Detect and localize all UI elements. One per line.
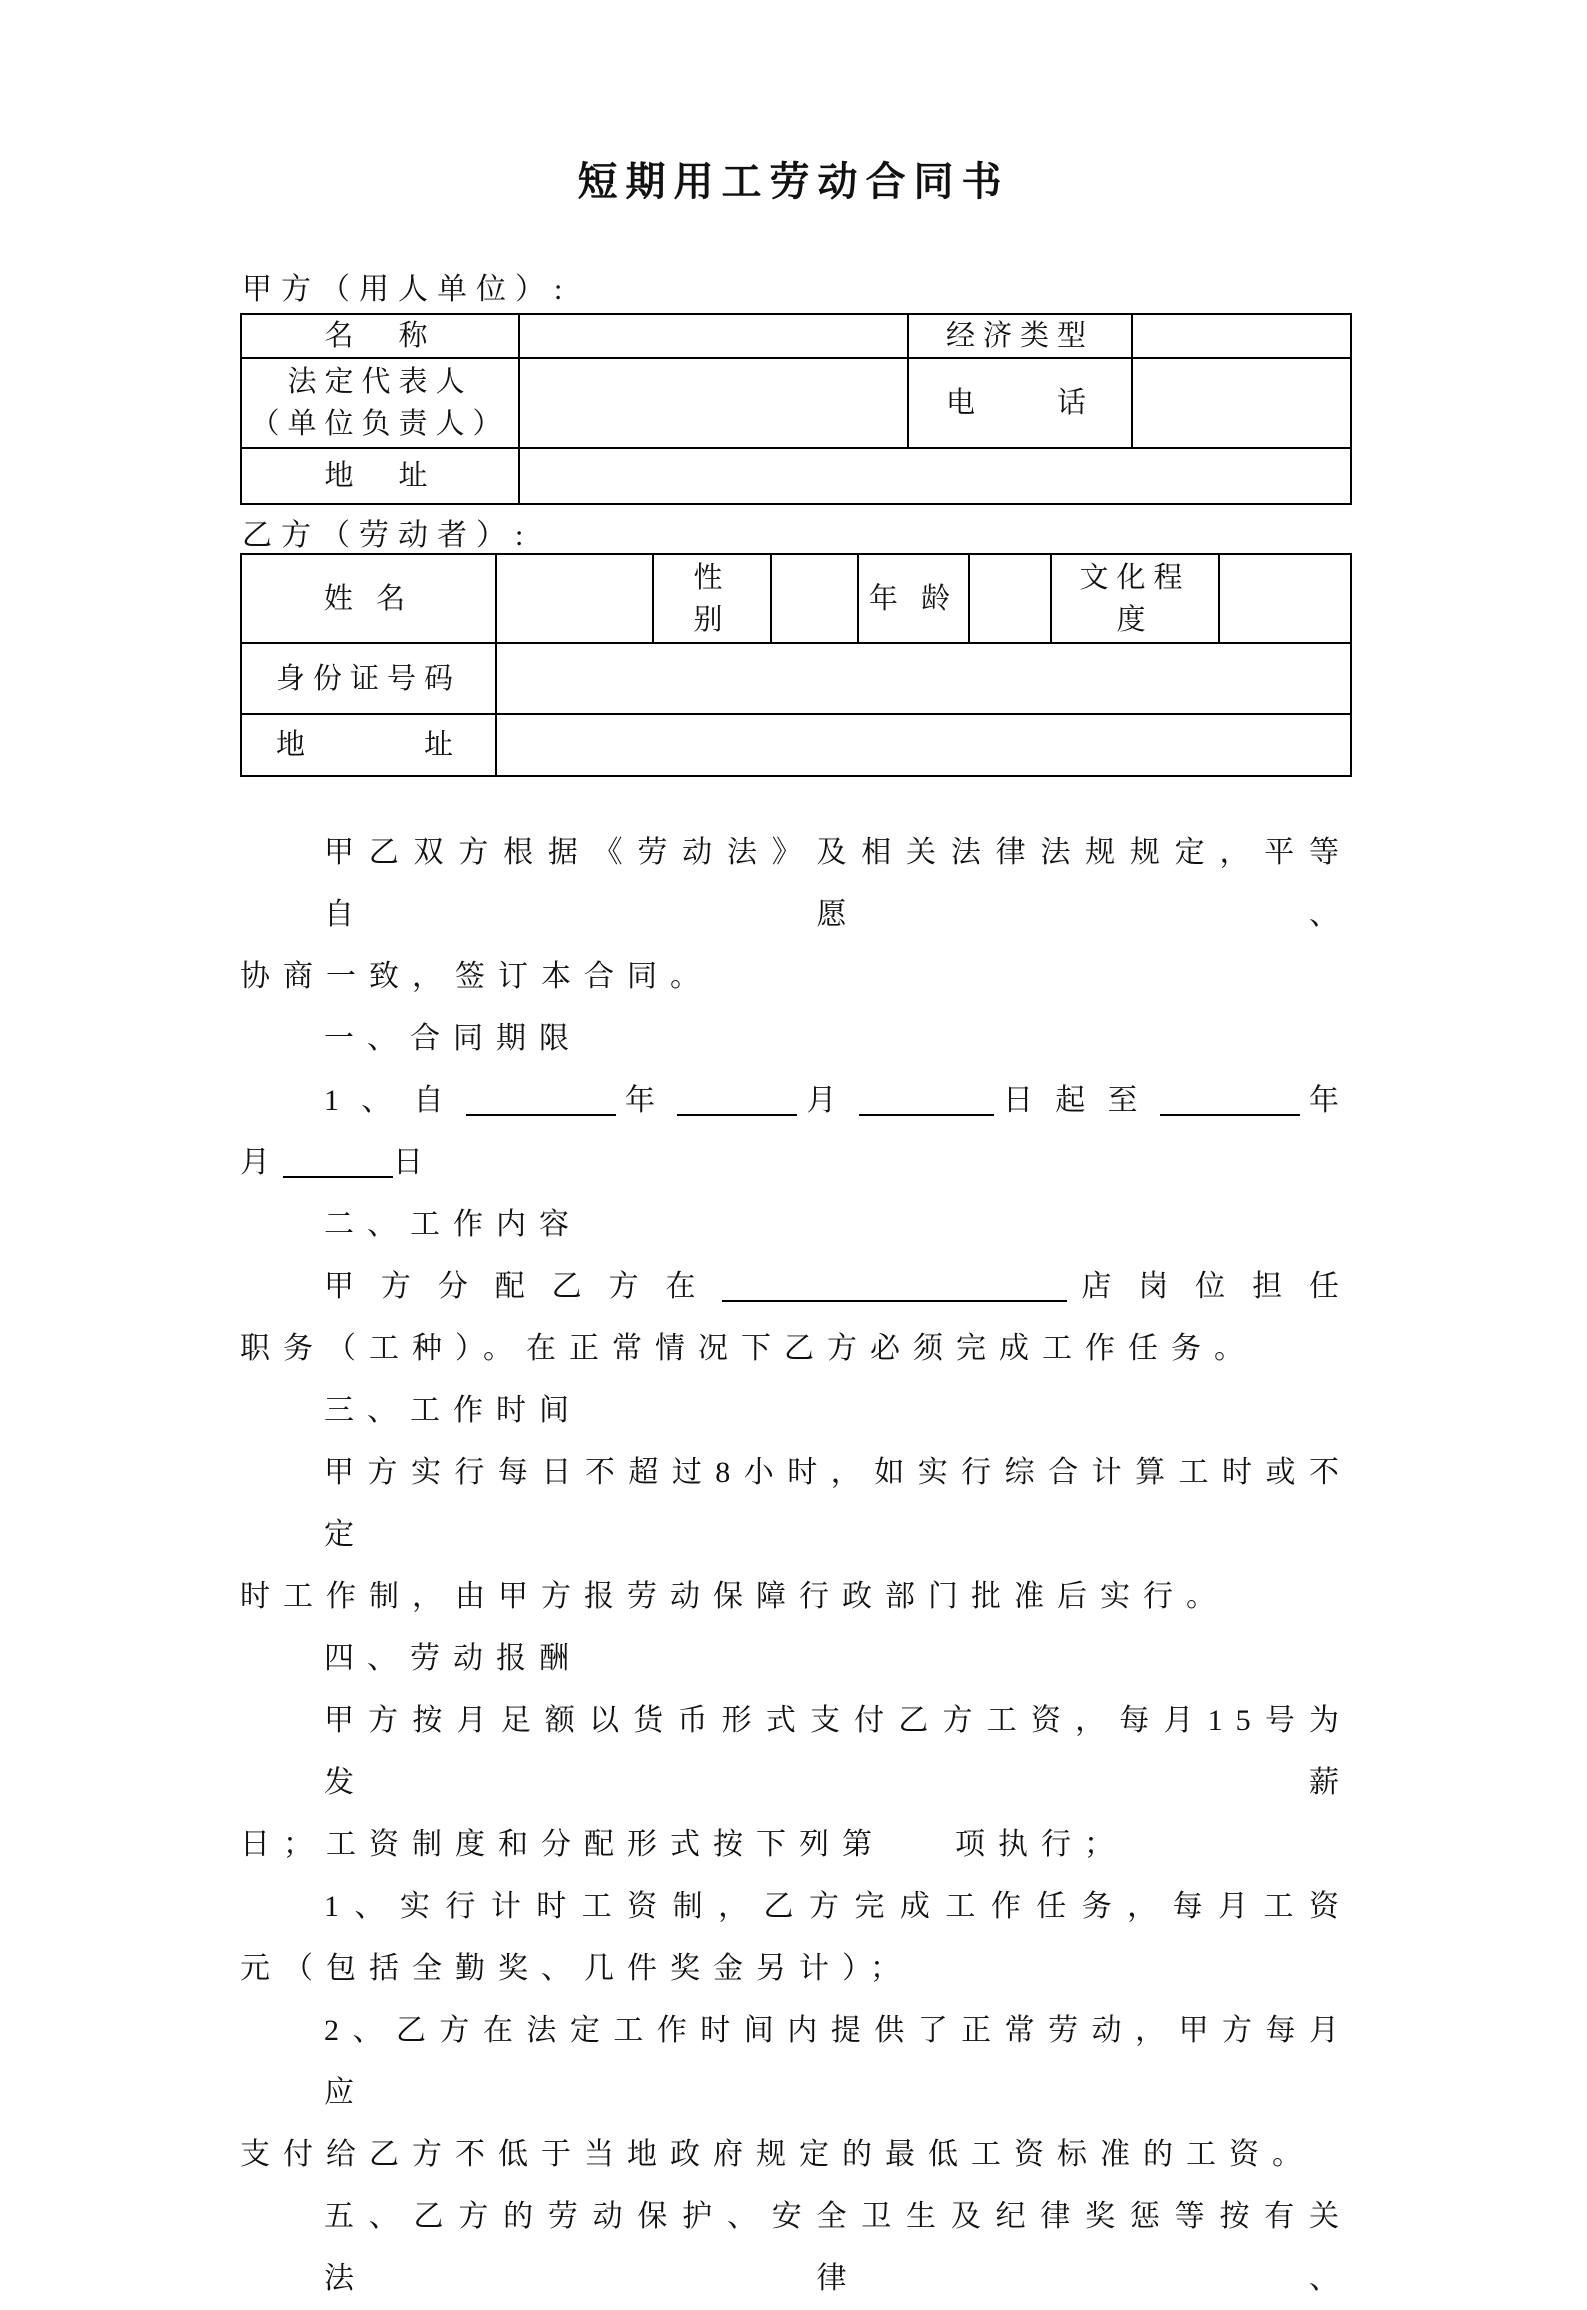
employer-name-value-cell <box>519 314 908 358</box>
body-line: 支付给乙方不低于当地政府规定的最低工资标准的工资。 <box>240 2138 1315 2171</box>
body-line: 时工作制，由甲方报劳动保障行政部门批准后实行。 <box>240 1580 1229 1613</box>
worker-info-table <box>240 553 1352 777</box>
table-row <box>241 314 1351 358</box>
phone-label: 电 话 <box>908 358 1132 448</box>
education-value-cell <box>1219 554 1351 643</box>
age-label: 年 龄 <box>858 554 969 643</box>
worker-name-value-cell <box>496 554 653 643</box>
employer-address-value-cell <box>519 448 1351 504</box>
employer-info-table <box>240 313 1352 505</box>
blank-line <box>722 1300 1067 1302</box>
body-line: 日；工资制度和分配形式按下列第 项执行； <box>240 1828 1127 1861</box>
age-value-cell <box>969 554 1051 643</box>
table-row <box>241 358 1351 448</box>
body-line: 协商一致，签订本合同。 <box>240 960 713 993</box>
table-row <box>241 448 1351 504</box>
legal-representative-value-cell <box>519 358 908 448</box>
employer-name-label: 名 称 <box>241 314 519 358</box>
id-number-label: 身份证号码 <box>241 643 496 714</box>
table-row <box>241 714 1351 776</box>
contract-body <box>240 822 1352 2310</box>
body-line: 甲方分配乙方在 店岗位担任 <box>324 1270 1353 1303</box>
party-a-heading: 甲方（用人单位）: <box>242 273 572 306</box>
body-line: 2、乙方在法定工作时间内提供了正常劳动，甲方每月应 <box>324 2014 1352 2109</box>
body-line: 元（包括全勤奖、几件奖金另计）； <box>240 1952 913 1985</box>
body-line: 甲方按月足额以货币形式支付乙方工资，每月15号为发薪 <box>324 1704 1352 1799</box>
body-line: 月 日 <box>240 1146 436 1179</box>
section-heading-work-content: 二、工作内容 <box>324 1208 582 1241</box>
body-line: 1、自 年 月 日起至 年 <box>324 1084 1352 1117</box>
blank-line <box>466 1114 616 1116</box>
section-heading-work-time: 三、工作时间 <box>324 1394 582 1427</box>
blank-line <box>1160 1114 1300 1116</box>
section-heading-pay: 四、劳动报酬 <box>324 1642 582 1675</box>
body-line: 甲方实行每日不超过8小时，如实行综合计算工时或不定 <box>324 1456 1352 1551</box>
phone-value-cell <box>1132 358 1351 448</box>
worker-address-label: 地 址 <box>241 714 496 776</box>
legal-representative-label: 法定代表人 （单位负责人） <box>241 358 519 448</box>
blank-line <box>283 1176 393 1178</box>
body-line: 1、实行计时工资制，乙方完成工作任务，每月工资 <box>324 1890 1352 1923</box>
body-line: 职务（工种）。在正常情况下乙方必须完成工作任务。 <box>240 1332 1257 1365</box>
body-line: 五、乙方的劳动保护、安全卫生及纪律奖惩等按有关法律、 <box>324 2200 1352 2295</box>
blank-line <box>677 1114 797 1116</box>
table-row <box>241 554 1351 643</box>
page-title: 短期用工劳动合同书 <box>577 159 1010 204</box>
table-row <box>241 643 1351 714</box>
id-number-value-cell <box>496 643 1351 714</box>
economic-type-value-cell <box>1132 314 1351 358</box>
employer-address-label: 地 址 <box>241 448 519 504</box>
gender-value-cell <box>771 554 858 643</box>
economic-type-label: 经济类型 <box>908 314 1132 358</box>
body-line: 甲乙双方根据《劳动法》及相关法律法规规定，平等自愿、 <box>324 836 1352 931</box>
gender-label: 性 别 <box>653 554 771 643</box>
section-heading-term: 一、合同期限 <box>324 1022 582 1055</box>
education-label: 文化程 度 <box>1051 554 1219 643</box>
blank-line <box>859 1114 994 1116</box>
worker-name-label: 姓 名 <box>241 554 496 643</box>
party-b-heading: 乙方（劳动者）: <box>242 519 533 552</box>
worker-address-value-cell <box>496 714 1351 776</box>
